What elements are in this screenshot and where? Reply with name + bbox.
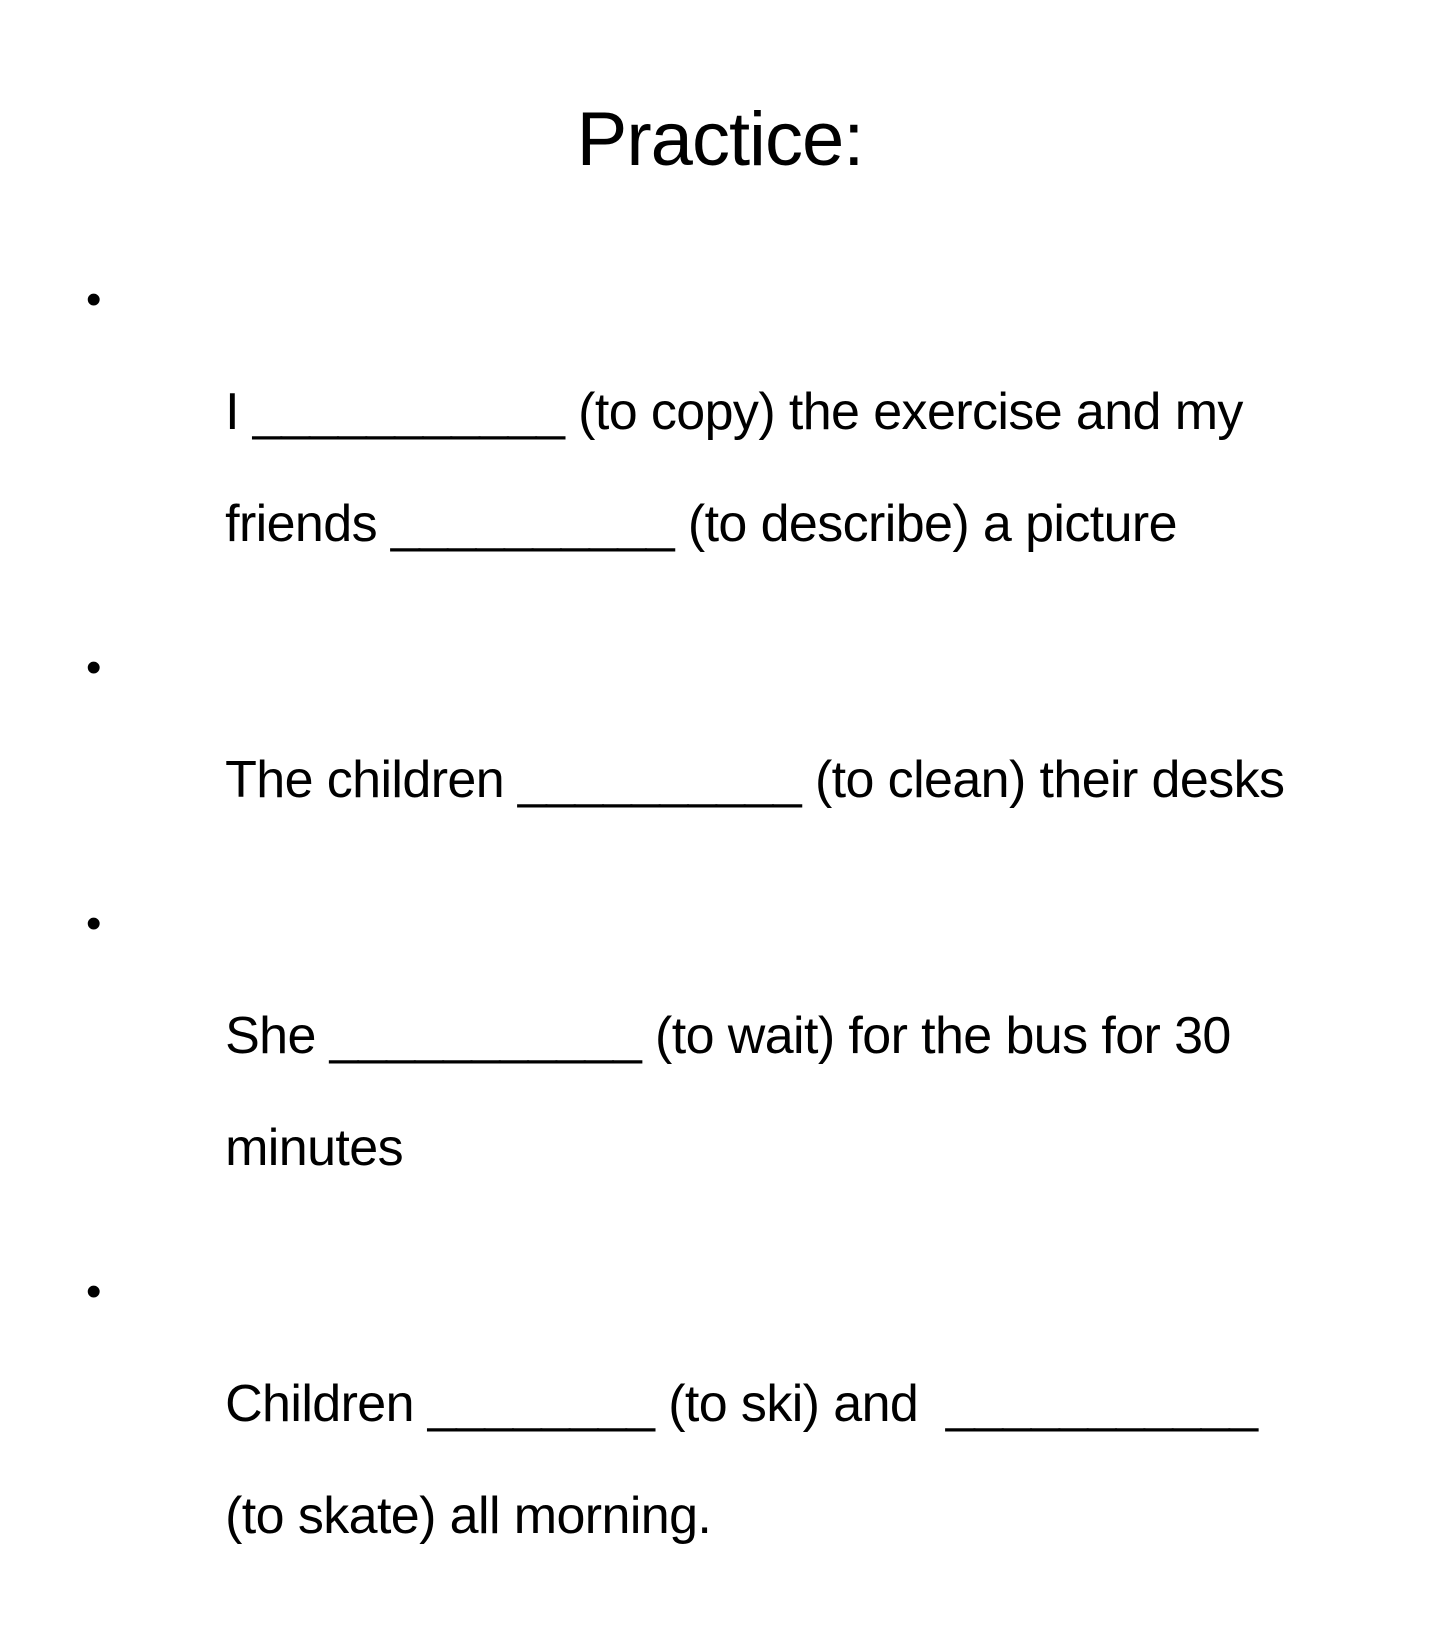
bullet-icon: • bbox=[86, 1267, 101, 1316]
slide-title: Practice: bbox=[576, 97, 864, 182]
bullet-item-3 bbox=[86, 896, 1396, 1232]
bullet-item-4 bbox=[86, 1264, 1396, 1600]
bullet-item-2 bbox=[86, 640, 1396, 864]
bullet-text-line: friends __________ (to describe) a picture bbox=[225, 495, 1177, 553]
bullet-icon: • bbox=[86, 275, 101, 324]
bullet-text-line: Children ________ (to ski) and ___________ bbox=[225, 1375, 1258, 1433]
bullet-text-line: The children __________ (to clean) their desks bbox=[225, 751, 1285, 809]
bullet-icon: • bbox=[86, 899, 101, 948]
bullet-text-line: (to skate) all morning. bbox=[225, 1487, 712, 1545]
bullet-text-line: She ___________ (to wait) for the bus for 30 bbox=[225, 1007, 1231, 1065]
bullet-icon: • bbox=[86, 643, 101, 692]
bullet-list bbox=[86, 272, 1396, 1632]
bullet-text-line: minutes bbox=[225, 1119, 403, 1177]
bullet-item-1 bbox=[86, 272, 1396, 608]
bullet-text-line: I ___________ (to copy) the exercise and my bbox=[225, 383, 1243, 441]
